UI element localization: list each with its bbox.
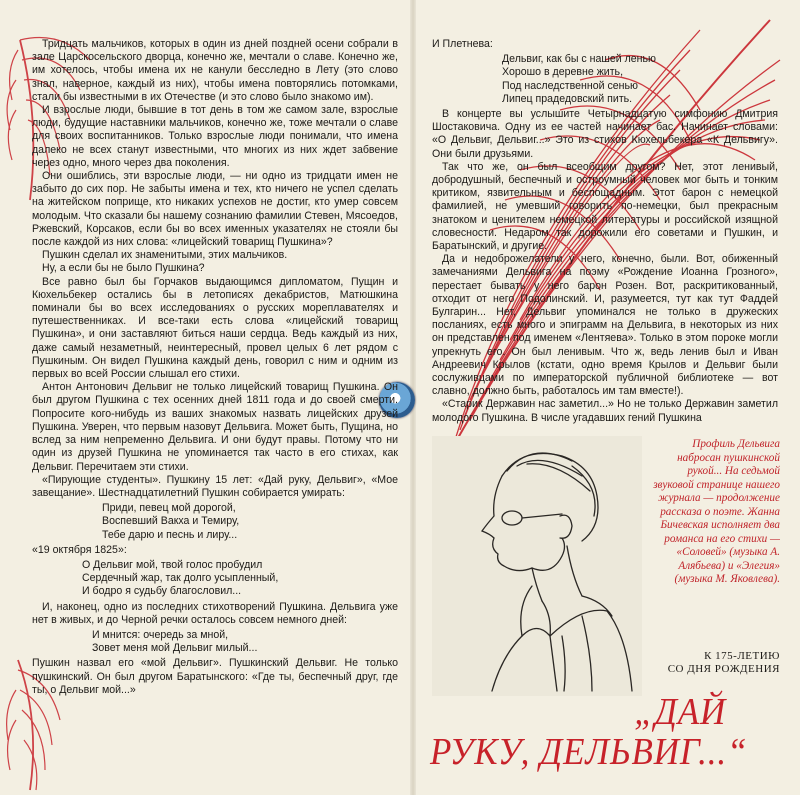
verse-line: Зовет меня мой Дельвиг милый...	[92, 642, 258, 655]
paragraph: Пушкин назвал его «мой Дельвиг». Пушкинский Дельвиг. Не только пушкинский. Он был другом Баратынского: «Где ты, беспечный друг, где ты, о Дельвиг мой...»	[32, 657, 398, 696]
paragraph: И взрослые люди, бывшие в тот день в том же самом зале, взрослые люди, будущие наставники мальчиков, конечно же, тоже мечтали о славе для своих воспитанников. Только взрослые люди понимали, что имена далеко не всех станут известными, что многих из них ждет забвение через одно, много через два поколения.	[32, 104, 398, 169]
anniversary-line: К 175-ЛЕТИЮ	[704, 650, 780, 662]
verse-line: Воспевший Вакха и Темиру,	[102, 515, 240, 528]
verse-quote	[32, 559, 398, 599]
page-title	[430, 692, 761, 772]
paragraph: В концерте вы услышите Четырнадцатую симфонию Дмитрия Шостаковича. Одну из ее частей начинает бас. Начинает словами: «О Дельвиг, Дельвиг...» Это из стихов Кюхельбекера «К Дельвигу». Они были друзьями.	[432, 108, 778, 160]
verse-line: Сердечный жар, так долго усыпленный,	[82, 572, 279, 585]
verse-quote	[32, 629, 398, 655]
paragraph: И, наконец, одно из последних стихотворений Пушкина. Дельвига уже нет в живых, и до Черной речки осталось совсем немного дней:	[32, 600, 398, 626]
title-line: „ДАЙ	[634, 691, 727, 733]
verse-line: О Дельвиг мой, твой голос пробудил	[82, 558, 263, 571]
paragraph: Все равно был бы Горчаков выдающимся дипломатом, Пущин и Кюхельбекер остались бы в летописях декабристов, Матюшкина поминали бы во всех исследованиях о русских мореплавателях и путешественниках. И все-таки есть слова «лицейский товарищ Пушкина», и они заставляют биться наши сердца. Ведь каждый из них, даже самый незаметный, неинтересный, провел целых 6 лет рядом с Пушкиным. Он видел Пушкина каждый день, говорил с ним и одним из первых во всей России слышал его стихи.	[32, 275, 398, 381]
verse-quote	[32, 502, 398, 542]
portrait-caption: Профиль Дельвига набросан пушкинской рукой... На седьмой звуковой странице нашего журнала — продолжение рассказа о поэте. Жанна Бичевская исполняет два романса на его стихи — «Соловей» (музыка А. Алябьева) и «Элегия» (музыка М. Яковлева).	[653, 438, 780, 585]
paragraph: «Пирующие студенты». Пушкину 15 лет: «Дай руку, Дельвиг», «Мое завещание». Шестнадцатилетний Пушкин собирается умирать:	[32, 473, 398, 499]
anniversary-line: СО ДНЯ РОЖДЕНИЯ	[667, 663, 780, 675]
paragraph: «19 октября 1825»:	[32, 543, 127, 556]
anniversary-note	[640, 650, 780, 676]
paragraph: Антон Антонович Дельвиг не только лицейский товарищ Пушкина. Он был другом Пушкина с тех осенних дней 1811 года и до своей смерти. Попросите кого-нибудь из ваших знакомых назвать лицейских друзей Пушкина. Уверен, что первым назовут Дельвига. Может быть, Пущина, но вслед за ним непременно Дельвига. И они будут правы. Потому что ни один из друзей Пушкина не упоминается так часто в его стихах, как Дельвиг. Перечитаем эти стихи.	[32, 381, 398, 473]
verse-line: Хорошо в деревне жить,	[502, 66, 624, 79]
verse-line: И мнится: очередь за мной,	[92, 628, 229, 641]
paragraph: Они ошиблись, эти взрослые люди, — ни одно из тридцати имен не забыто до сих пор. Не забыты имена и тех, кто ничего не успел сделать на житейском поприще, кто никаких успехов не достиг, кто умер совсем молодым. Что сказали бы нашему сознанию фамилии Стевен, Мясоедов, Ржевский, Корсаков, если бы во всех именных указателях не стояли бы после каждой из них слова: «лицейский товарищ Пушкина»?	[32, 170, 398, 249]
paragraph: И Плетнева:	[432, 38, 493, 50]
paragraph: «Старик Державин нас заметил...» Но не только Державин заметил молодого Пушкина. В числе угадавших гений Пушкина	[432, 398, 778, 424]
paragraph: Пушкин сделал их знаменитыми, этих мальчиков.	[42, 249, 288, 262]
verse-line: И бодро я судьбу благословил...	[82, 585, 242, 598]
verse-line: Липец прадедовский пить.	[502, 92, 633, 105]
paragraph: Ну, а если бы не было Пушкина?	[42, 262, 205, 275]
left-column	[32, 38, 398, 697]
verse-line: Под наследственной сенью	[502, 79, 638, 92]
verse-line: Приди, певец мой дорогой,	[102, 502, 236, 515]
verse-quote	[432, 53, 778, 106]
title-line: РУКУ, ДЕЛЬВИГ...“	[430, 731, 748, 773]
paragraph: Да и недоброжелатели у него, конечно, были. Вот, обиженный замечаниями Дельвига на поэму «Рождение Иоанна Грозного», перестает бывать у него барон Розен. Вот, раскритикованный, отходит от него Подолинский. И, разумеется, тут как тут Фаддей Булгарин... Нет, Дельвиг упоминался не только в дружеских посланиях, есть много и эпиграмм на Дельвига, в некоторых из них он представлен под именем «Лентяева». Только в этом пороке могли упрекнуть его. Он был ленивым. Что ж, ведь ленив был и Иван Андреевич Крылов (кстати, одно время Крылов и Дельвиг были сослуживцами по императорской публичной библиотеке — вот славно, должно быть, работалось им там вместе!).	[432, 253, 778, 398]
paragraph: Тридцать мальчиков, которых в один из дней поздней осени собрали в зале Царскосельского дворца, конечно же, мечтали о славе. Конечно же, им хотелось, чтобы имена их не канули бесследно в Лету (это слово знал, наверное, каждый из них), чтобы имена повторялись потомками, стали бы известными в их Отечестве (и это слово было знакомо им).	[32, 38, 398, 103]
verse-line: Дельвиг, как бы с нашей ленью	[502, 53, 657, 66]
portrait-sketch	[432, 436, 642, 696]
ink-sketch-profile-icon	[432, 436, 642, 696]
paragraph: Так что же, он был всеобщим другом? Нет, этот ленивый, добродушный, беспечный и остроумный человек мог быть и тонким критиком, язвительным и беспощадным. Этот барон с немецкой фамилией, не умевший говорить по-немецки, был прекрасным знатоком и ценителем немецкой литературы и российской изящной словесности. Недаром так дорожили его советами и Пушкин, и Баратынский, и другие.	[432, 160, 778, 253]
right-column	[432, 38, 778, 425]
verse-line: Тебе дарю и песнь и лиру...	[102, 528, 238, 541]
